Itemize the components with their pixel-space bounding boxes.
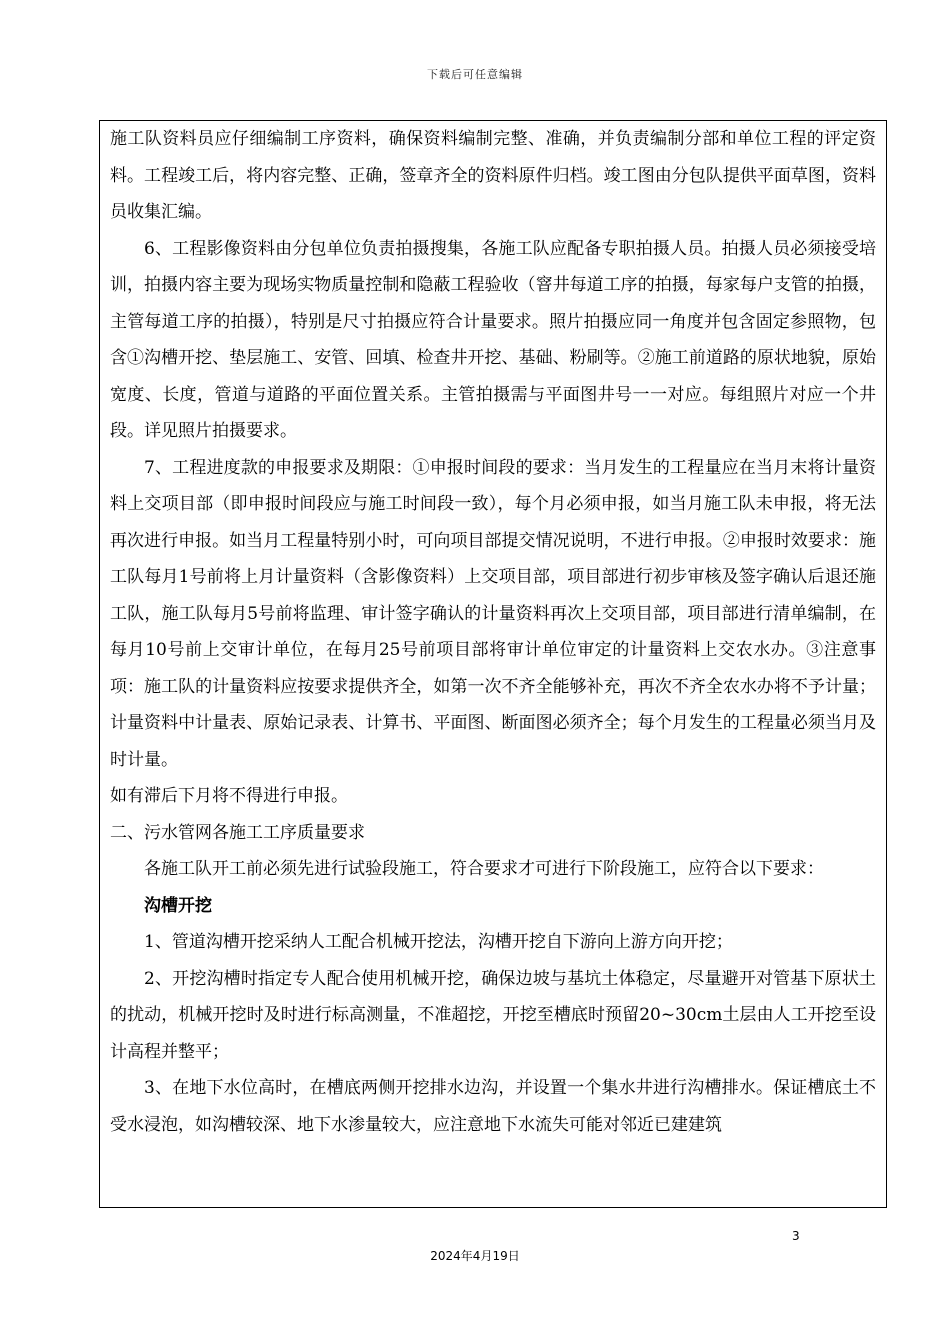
document-table-cell (99, 120, 887, 1208)
list-item-3: 3、在地下水位高时，在槽底两侧开挖排水边沟，并设置一个集水井进行沟槽排水。保证槽底土不受水浸泡，如沟槽较深、地下水渗量较大，应注意地下水流失可能对邻近已建建筑 (110, 1078, 876, 1135)
subheading-trench-excavation: 沟槽开挖 (144, 895, 212, 916)
paragraph-intro: 各施工队开工前必须先进行试验段施工，符合要求才可进行下阶段施工，应符合以下要求： (144, 859, 824, 879)
page-header: 下载后可任意编辑 (427, 68, 523, 81)
section-heading-2: 二、污水管网各施工工序质量要求 (110, 822, 365, 843)
footer-date: 2024年4月19日 (430, 1249, 520, 1263)
paragraph-continued: 施工队资料员应仔细编制工序资料，确保资料编制完整、准确，并负责编制分部和单位工程的评定资料。工程竣工后，将内容完整、正确，签章齐全的资料原件归档。竣工图由分包队提供平面草图，资料员收集汇编。 (110, 129, 876, 222)
page-number: 3 (792, 1229, 800, 1243)
paragraph-item-6: 6、工程影像资料由分包单位负责拍摄搜集，各施工队应配备专职拍摄人员。拍摄人员必须接受培训，拍摄内容主要为现场实物质量控制和隐蔽工程验收（窨井每道工序的拍摄，每家每户支管的拍摄，主管每道工序的拍摄），特别是尺寸拍摄应符合计量要求。照片拍摄应同一角度并包含固定参照物，包含①沟槽开挖、垫层施工、安管、回填、检查井开挖、基础、粉刷等。②施工前道路的原状地貌，原始宽度、长度，管道与道路的平面位置关系。主管拍摄需与平面图井号一一对应。每组照片对应一个井段。详见照片拍摄要求。 (110, 238, 876, 441)
document-body (100, 121, 886, 1143)
paragraph-item-7: 7、工程进度款的申报要求及期限：①申报时间段的要求：当月发生的工程量应在当月末将计量资料上交项目部（即申报时间段应与施工时间段一致），每个月必须申报，如当月施工队未申报，将无法再次进行申报。如当月工程量特别小时，可向项目部提交情况说明，不进行申报。②申报时效要求：施工队每月1号前将上月计量资料（含影像资料）上交项目部，项目部进行初步审核及签字确认后退还施工队，施工队每月5号前将监理、审计签字确认的计量资料再次上交项目部，项目部进行清单编制，在每月10号前上交审计单位，在每月25号前项目部将审计单位审定的计量资料上交农水办。③注意事项：施工队的计量资料应按要求提供齐全，如第一次不齐全能够补充，再次不齐全农水办将不予计量；计量资料中计量表、原始记录表、计算书、平面图、断面图必须齐全；每个月发生的工程量必须当月及时计量。 (110, 457, 876, 770)
list-item-1: 1、管道沟槽开挖采纳人工配合机械开挖法，沟槽开挖自下游向上游方向开挖； (144, 932, 733, 952)
list-item-2: 2、开挖沟槽时指定专人配合使用机械开挖，确保边坡与基坑土体稳定，尽量避开对管基下原状土的扰动，机械开挖时及时进行标高测量，不准超挖，开挖至槽底时预留20~30cm土层由人工开挖至设计高程并整平； (110, 968, 876, 1062)
paragraph-delay-note: 如有滞后下月将不得进行申报。 (110, 786, 348, 806)
